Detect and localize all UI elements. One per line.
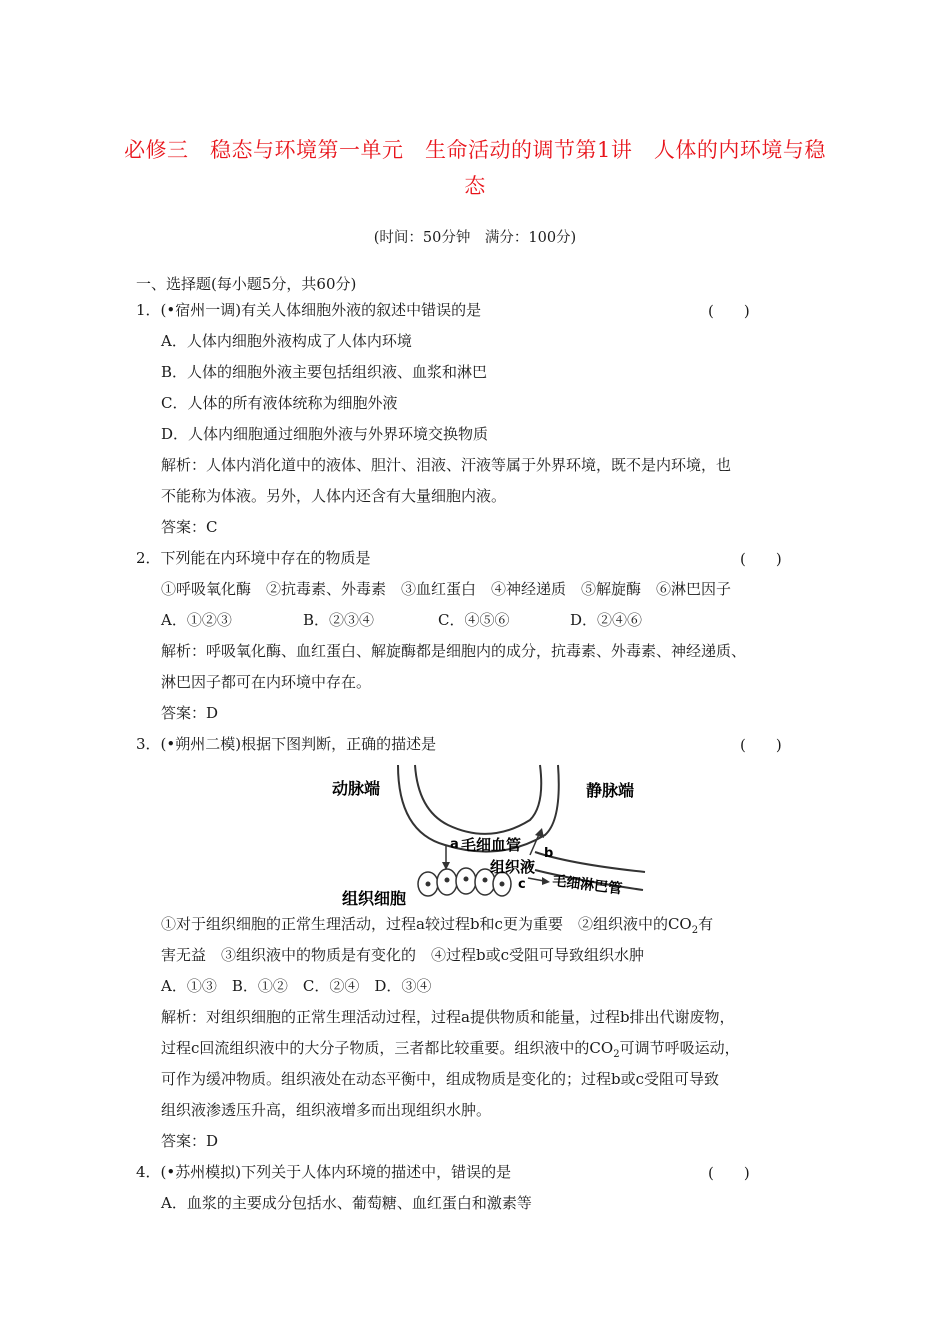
label-tissue-cell: 组织细胞 bbox=[342, 889, 407, 908]
q2-answer: 答案：D bbox=[161, 704, 219, 722]
q2-option-b: B．②③④ bbox=[303, 611, 375, 629]
page-title: 必修三 稳态与环境第一单元 生命活动的调节第1讲 人体的内环境与稳态 bbox=[124, 138, 826, 198]
q1-option-b: B．人体的细胞外液主要包括组织液、血浆和淋巴 bbox=[161, 363, 488, 381]
q3-items-line-1 bbox=[161, 914, 713, 941]
time-info: (时间：50分钟 满分：100分) bbox=[373, 230, 577, 246]
q3-items-text-end: 有 bbox=[698, 915, 714, 933]
arrow-b-head bbox=[535, 828, 544, 838]
q3-answer-blank: ( ) bbox=[740, 736, 782, 754]
q1-option-c: C．人体的所有液体统称为细胞外液 bbox=[161, 394, 398, 412]
arrow-c bbox=[528, 878, 544, 881]
q3-analysis-line-2 bbox=[161, 1038, 740, 1065]
co2-subscript: 2 bbox=[613, 1049, 620, 1060]
q2-stem: 2．下列能在内环境中存在的物质是 bbox=[136, 549, 371, 567]
label-lymph-capillary: 毛细淋巴管 bbox=[551, 873, 623, 898]
q2-analysis-line-1: 解析：呼吸氧化酶、血红蛋白、解旋酶都是细胞内的成分，抗毒素、外毒素、神经递质、 bbox=[161, 642, 747, 660]
arrow-c-head bbox=[542, 877, 550, 885]
q3-analysis-line-3: 可作为缓冲物质。组织液处在动态平衡中，组成物质是变化的；过程b或c受阻可导致 bbox=[161, 1070, 720, 1088]
q1-option-d: D．人体内细胞通过细胞外液与外界环境交换物质 bbox=[161, 425, 489, 443]
label-venous-end: 静脉端 bbox=[586, 781, 635, 800]
q2-items: ①呼吸氧化酶 ②抗毒素、外毒素 ③血红蛋白 ④神经递质 ⑤解旋酶 ⑥淋巴因子 bbox=[161, 580, 732, 598]
label-capillary: 毛细血管 bbox=[461, 836, 522, 854]
q3-answer: 答案：D bbox=[161, 1132, 219, 1150]
label-a: a bbox=[450, 837, 459, 852]
label-tissue-fluid: 组织液 bbox=[490, 858, 536, 876]
q2-answer-blank: ( ) bbox=[740, 550, 782, 568]
q1-option-a: A．人体内细胞外液构成了人体内环境 bbox=[161, 332, 412, 350]
q4-option-a: A．血浆的主要成分包括水、葡萄糖、血红蛋白和激素等 bbox=[161, 1194, 532, 1212]
q3-analysis-text: 过程c回流组织液中的大分子物质，三者都比较重要。组织液中的CO bbox=[161, 1039, 614, 1057]
label-b: b bbox=[544, 846, 554, 861]
q2-analysis-line-2: 淋巴因子都可在内环境中存在。 bbox=[161, 673, 372, 691]
co2-subscript: 2 bbox=[691, 925, 699, 936]
q3-analysis-line-1: 解析：对组织细胞的正常生理活动过程，过程a提供物质和能量，过程b排出代谢废物， bbox=[161, 1008, 735, 1026]
q3-stem: 3．(•朔州二模)根据下图判断，正确的描述是 bbox=[136, 735, 437, 753]
capillary-diagram bbox=[330, 760, 660, 910]
label-arterial-end: 动脉端 bbox=[332, 779, 381, 798]
section-heading: 一、选择题(每小题5分，共60分) bbox=[136, 275, 357, 293]
q1-answer-blank: ( ) bbox=[708, 302, 750, 320]
q3-options: A．①③ B．①② C．②④ D．③④ bbox=[161, 977, 432, 995]
q1-analysis-line-1: 解析：人体内消化道中的液体、胆汁、泪液、汗液等属于外界环境，既不是内环境，也 bbox=[161, 456, 732, 474]
q2-option-a: A．①②③ bbox=[161, 611, 232, 629]
q1-stem: 1．(•宿州一调)有关人体细胞外液的叙述中错误的是 bbox=[136, 301, 482, 319]
q1-analysis-line-2: 不能称为体液。另外，人体内还含有大量细胞内液。 bbox=[161, 487, 507, 505]
q3-items-text: ①对于组织细胞的正常生理活动，过程a较过程b和c更为重要 ②组织液中的CO bbox=[161, 915, 692, 933]
q2-option-d: D．②④⑥ bbox=[570, 611, 643, 629]
capillary-inner-wall bbox=[415, 765, 541, 834]
q1-answer: 答案：C bbox=[161, 518, 218, 536]
q4-stem: 4．(•苏州模拟)下列关于人体内环境的描述中，错误的是 bbox=[136, 1163, 512, 1181]
q2-option-c: C．④⑤⑥ bbox=[438, 611, 510, 629]
q3-analysis-line-4: 组织液渗透压升高，组织液增多而出现组织水肿。 bbox=[161, 1101, 492, 1119]
q3-items-line-2: 害无益 ③组织液中的物质是有变化的 ④过程b或c受阻可导致组织水肿 bbox=[161, 946, 645, 964]
label-c: c bbox=[518, 877, 526, 892]
q4-answer-blank: ( ) bbox=[708, 1164, 750, 1182]
q3-analysis-text-end: 可调节呼吸运动， bbox=[619, 1039, 740, 1057]
